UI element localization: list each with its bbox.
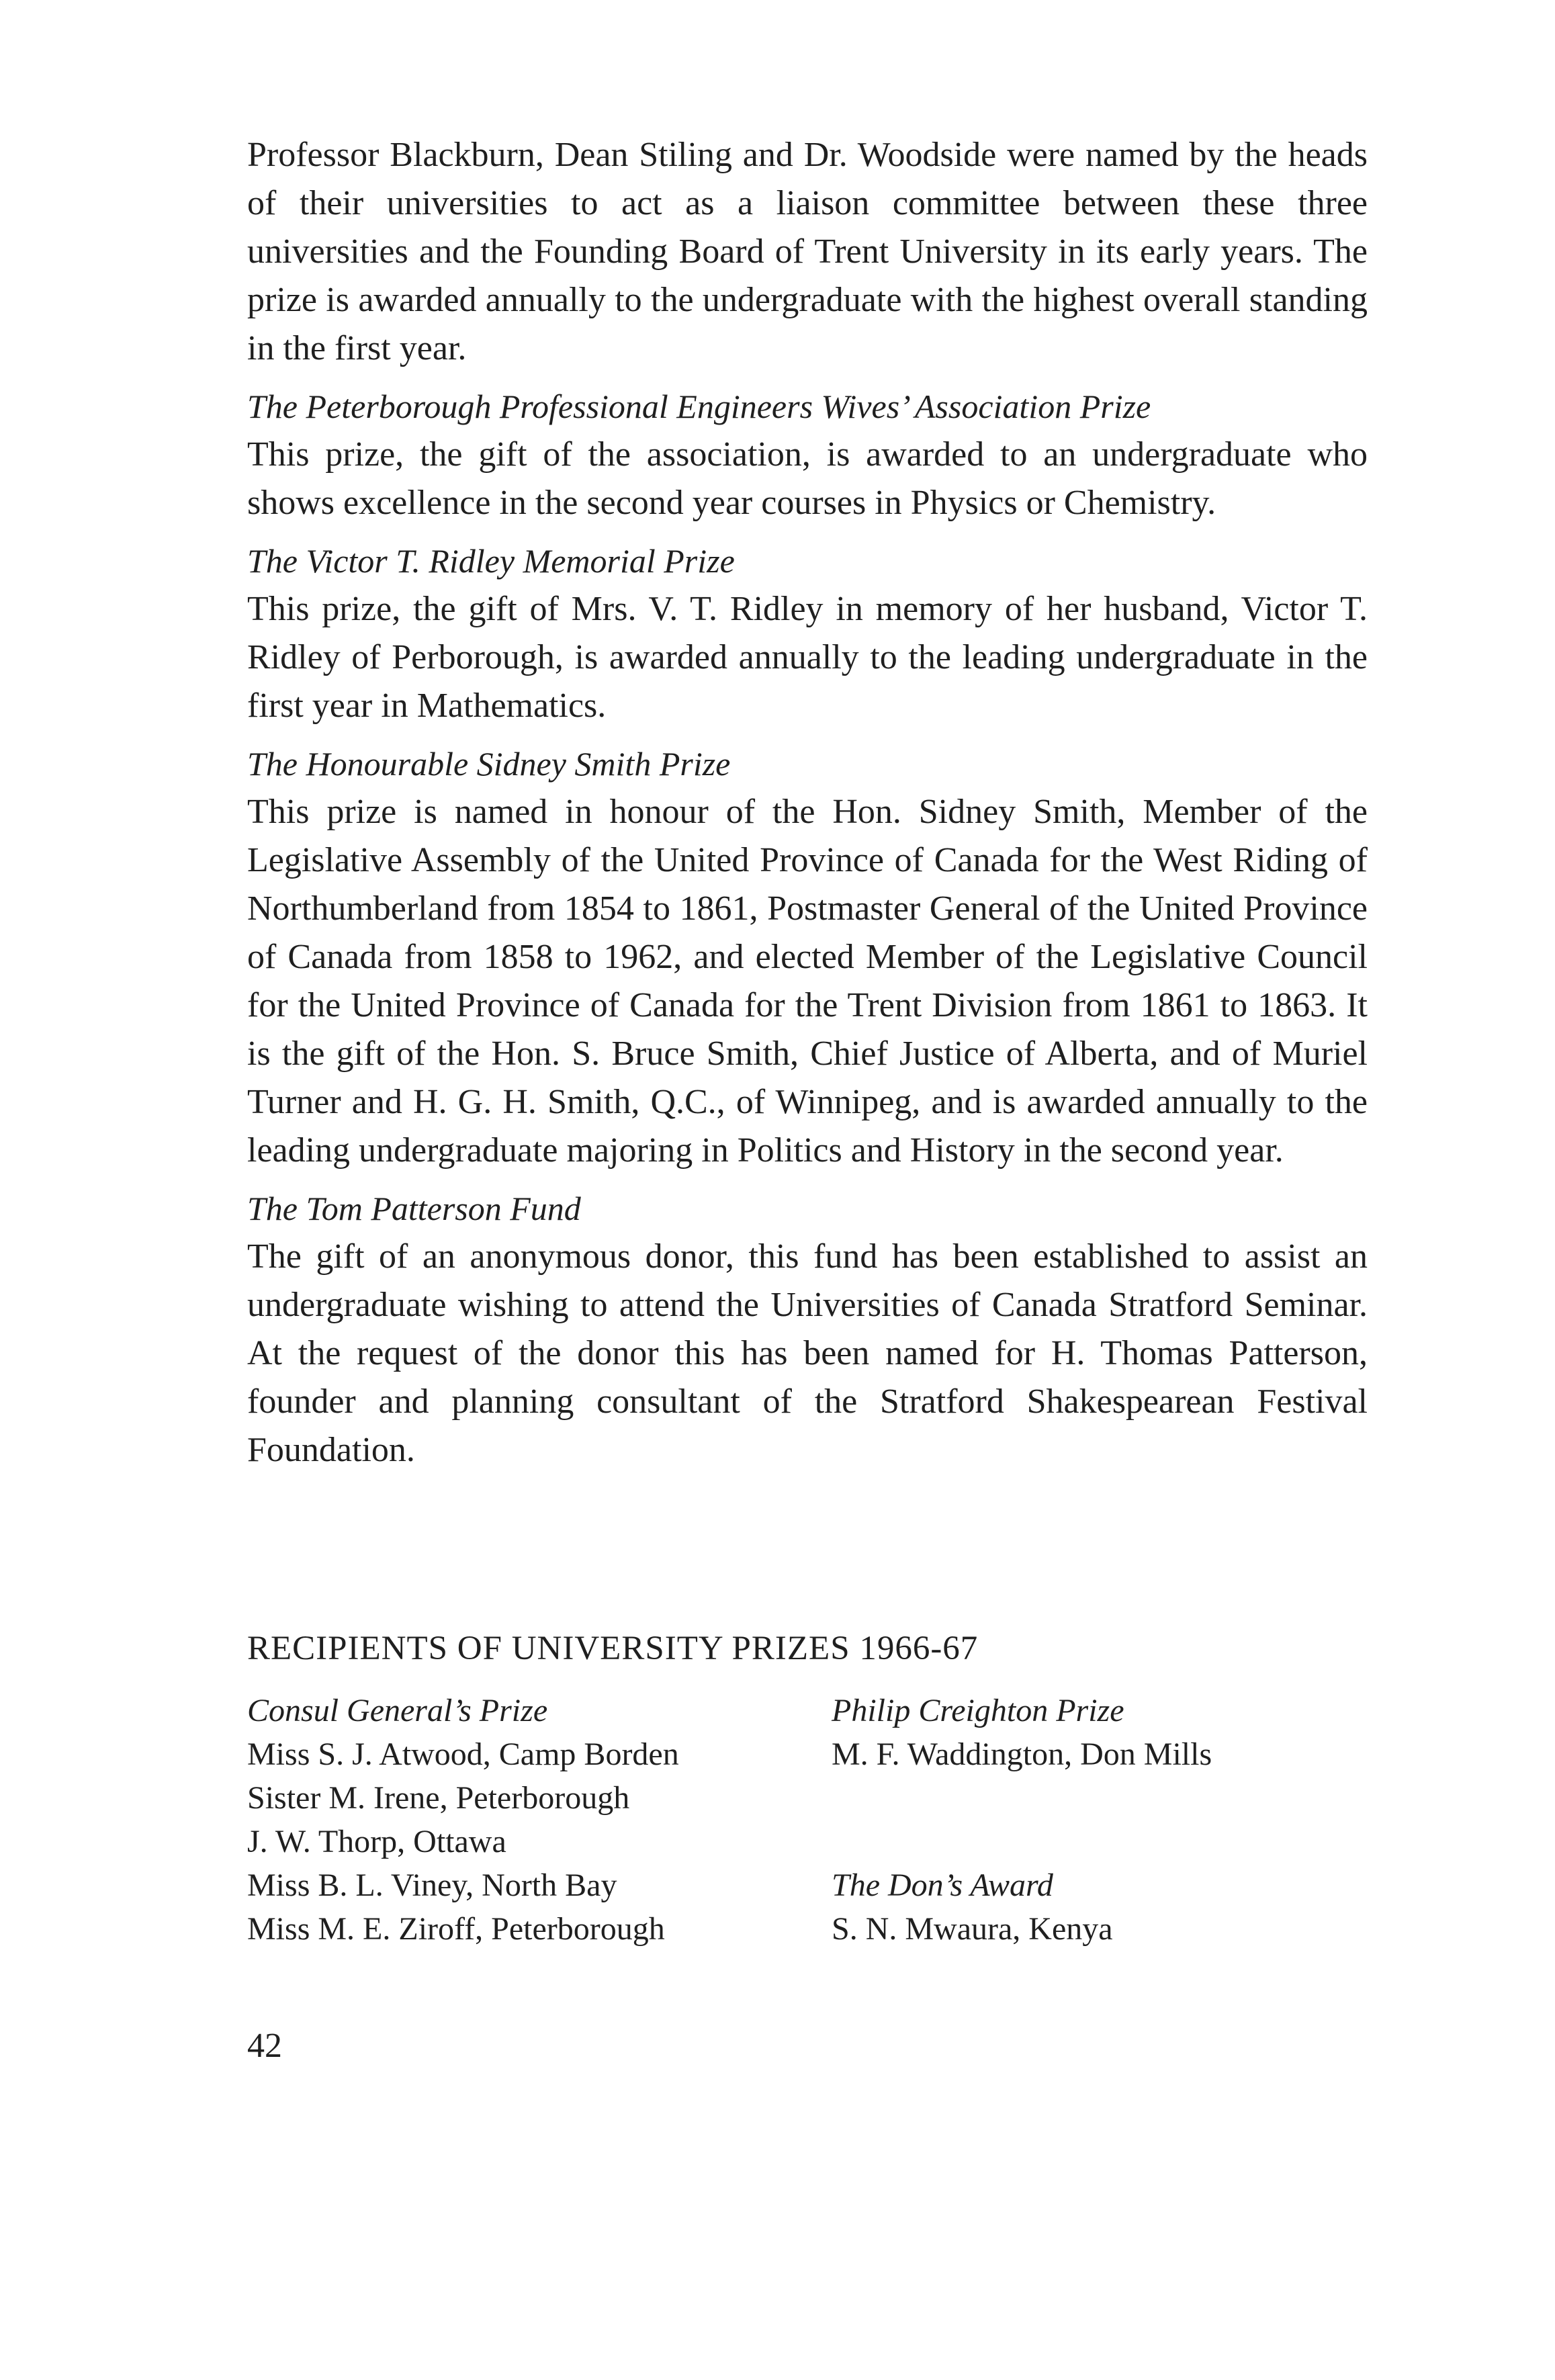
intro-paragraph: Professor Blackburn, Dean Stiling and Dr. Woodside were named by the heads of their universities to act as a liaison committee between these three universities and the Founding Board of Trent University in its early years. The prize is awarded annually to the undergraduate with the highest overall standing in the first year.	[247, 136, 1368, 367]
prize-description: This prize is named in honour of the Hon. Sidney Smith, Member of the Legislative Assembly of the United Province of Canada for the West Riding of Northumberland from 1854 to 1861, Postmaster General of the United Province of Canada from 1858 to 1962, and elected Member of the Legislative Council for the United Province of Canada for the Trent Division from 1861 to 1863. It is the gift of the Hon. S. Bruce Smith, Chief Justice of Alberta, and of Muriel Turner and H. G. H. Smith, Q.C., of Winnipeg, and is awarded annually to the leading undergraduate majoring in Politics and History in the second year.	[247, 793, 1368, 1170]
recipient-name: J. W. Thorp, Ottawa	[247, 1824, 506, 1859]
prize-entry-sidney-smith	[247, 740, 1368, 1175]
prize-description: This prize, the gift of the association, is awarded to an undergraduate who shows excellence in the second year courses in Physics or Chemistry.	[247, 435, 1368, 522]
prize-entry-ridley	[247, 537, 1368, 730]
prize-title: The Tom Patterson Fund	[247, 1190, 581, 1227]
column-gap	[832, 1820, 1356, 1863]
prize-entry-patterson	[247, 1184, 1368, 1474]
recipients-left-column	[247, 1689, 811, 1951]
main-text	[247, 131, 1368, 1474]
award-title: Consul General’s Prize	[247, 1693, 548, 1728]
recipients-heading: RECIPIENTS OF UNIVERSITY PRIZES 1966-67	[247, 1630, 979, 1667]
recipient-name: S. N. Mwaura, Kenya	[832, 1911, 1113, 1947]
prize-description: The gift of an anonymous donor, this fund has been established to assist an undergraduate wishing to attend the Universities of Canada Stratford Seminar. At the request of the donor this has been named for H. Thomas Patterson, founder and planning consultant of the Stratford Shakespearean Festival Foundation.	[247, 1237, 1368, 1469]
award-title: The Don’s Award	[832, 1867, 1053, 1903]
recipient-name: Miss M. E. Ziroff, Peterborough	[247, 1911, 665, 1947]
prize-title: The Peterborough Professional Engineers Wives’ Association Prize	[247, 388, 1151, 425]
prize-title: The Victor T. Ridley Memorial Prize	[247, 542, 735, 580]
prize-title: The Honourable Sidney Smith Prize	[247, 745, 731, 783]
recipient-name: Sister M. Irene, Peterborough	[247, 1780, 630, 1816]
award-title: Philip Creighton Prize	[832, 1693, 1124, 1728]
recipients-right-column	[832, 1689, 1356, 1951]
prize-entry-engineers-wives	[247, 382, 1368, 527]
page-number: 42	[247, 2027, 282, 2065]
column-gap	[832, 1776, 1356, 1820]
recipient-name: Miss B. L. Viney, North Bay	[247, 1867, 617, 1903]
recipient-name: Miss S. J. Atwood, Camp Borden	[247, 1736, 679, 1772]
prize-description: This prize, the gift of Mrs. V. T. Ridley in memory of her husband, Victor T. Ridley of Perborough, is awarded annually to the leading undergraduate in the first year in Mathematics.	[247, 590, 1368, 725]
recipient-name: M. F. Waddington, Don Mills	[832, 1736, 1212, 1772]
